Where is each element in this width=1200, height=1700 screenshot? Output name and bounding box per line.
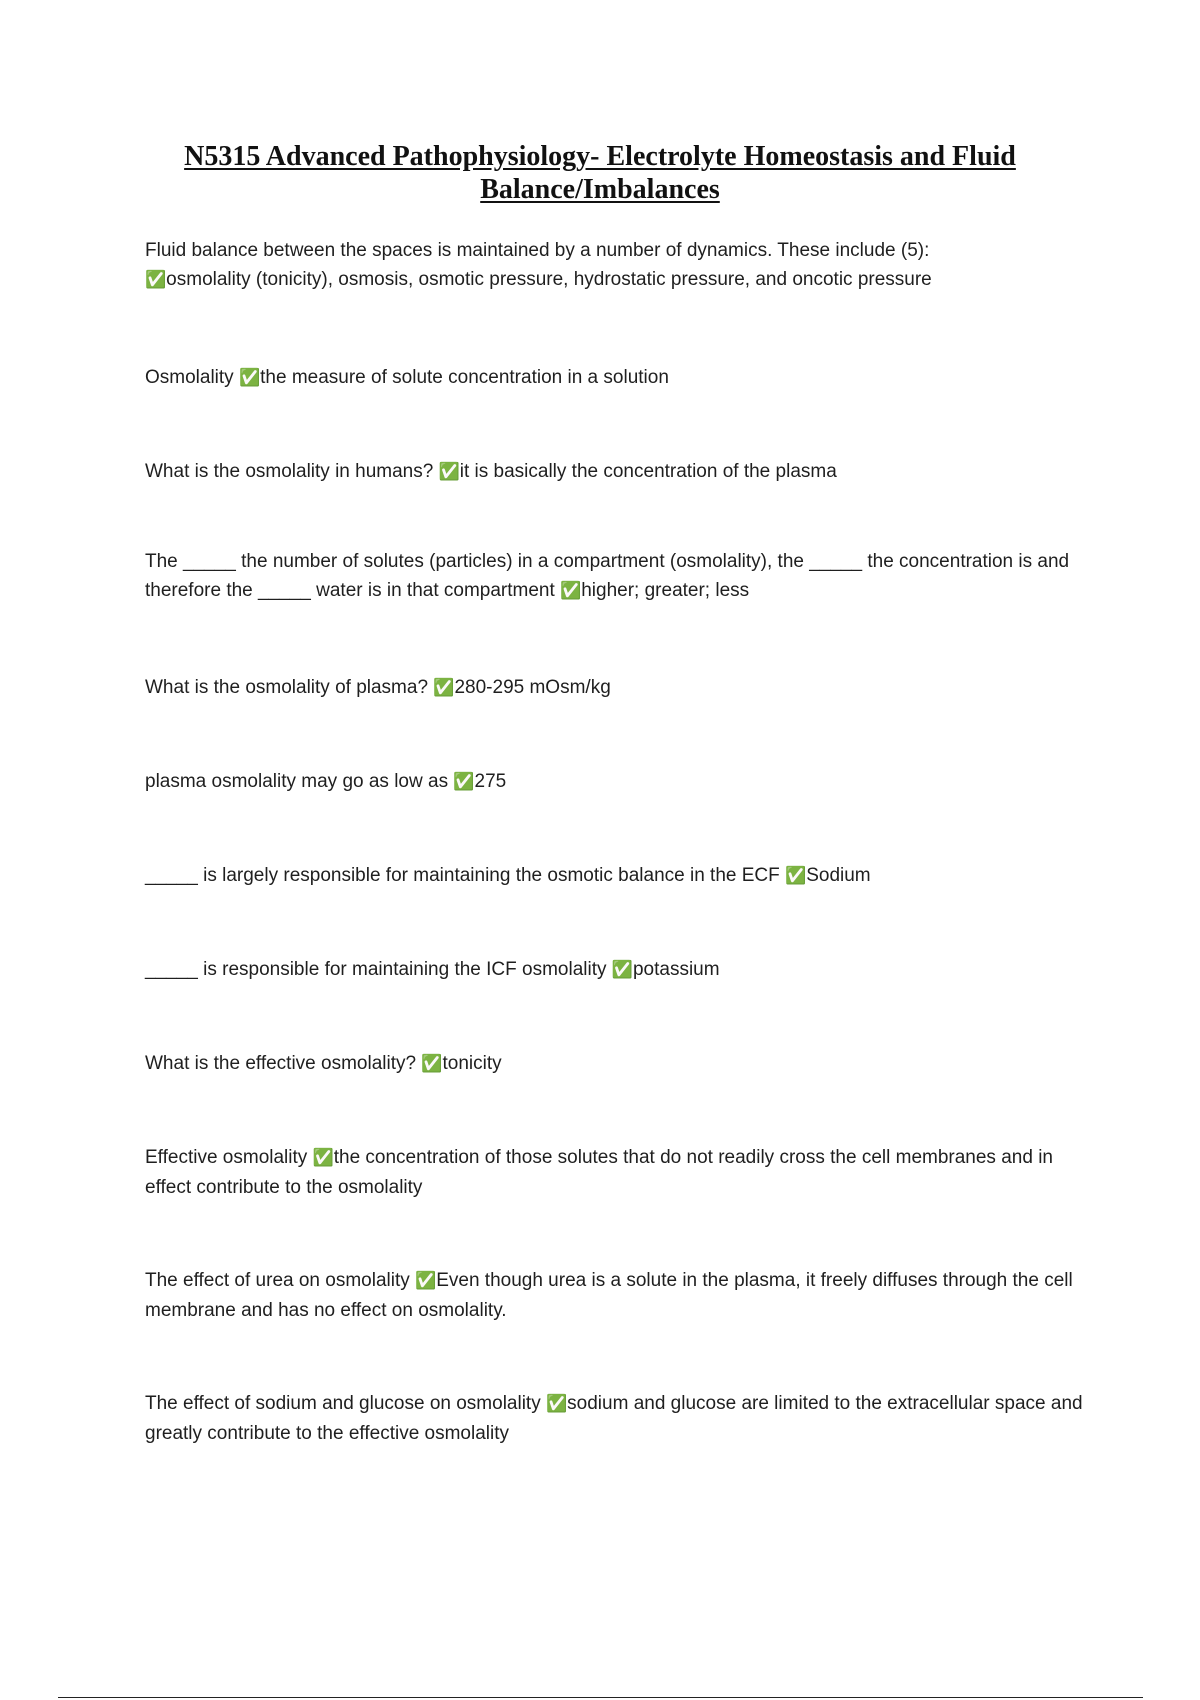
check-icon: ✅ [546, 1394, 568, 1414]
answer-text: potassium [632, 959, 720, 980]
check-icon: ✅ [785, 866, 807, 886]
qa-item-1 [145, 236, 1095, 295]
qa-item-6 [145, 767, 1095, 797]
qa-item-4 [145, 547, 1095, 606]
answer-text: 275 [474, 771, 507, 792]
question-text: The effect of urea on osmolality [145, 1270, 410, 1291]
qa-item-3 [145, 457, 1095, 487]
check-icon: ✅ [611, 960, 633, 980]
question-text: What is the osmolality of plasma? [145, 677, 429, 698]
qa-item-7 [145, 861, 1095, 891]
question-text: Effective osmolality [145, 1147, 308, 1168]
check-icon: ✅ [453, 772, 475, 792]
check-icon: ✅ [415, 1271, 437, 1291]
answer-text: Sodium [806, 865, 871, 886]
question-text: What is the effective osmolality? [145, 1053, 417, 1074]
qa-item-8 [145, 955, 1095, 985]
question-text: plasma osmolality may go as low as [145, 771, 449, 792]
answer-text: the measure of solute concentration in a solution [260, 367, 669, 388]
answer-text: higher; greater; less [581, 580, 750, 601]
check-icon: ✅ [433, 678, 455, 698]
answer-text: Even though urea is a solute in the plasma, it freely diffuses through the cell membrane and has no effect on osmolality. [145, 1270, 1073, 1321]
check-icon: ✅ [560, 581, 582, 601]
qa-item-2 [145, 363, 1095, 393]
answer-text: it is basically the concentration of the plasma [459, 461, 837, 482]
question-text: _____ is largely responsible for maintaining the osmotic balance in the ECF [145, 865, 780, 886]
check-icon: ✅ [438, 462, 460, 482]
answer-text: sodium and glucose are limited to the extracellular space and greatly contribute to the effective osmolality [145, 1393, 1083, 1444]
question-text: Fluid balance between the spaces is maintained by a number of dynamics. These include (5): [145, 240, 930, 261]
check-icon: ✅ [238, 368, 261, 388]
answer-text: the concentration of those solutes that do not readily cross the cell membranes and in effect contribute to the osmolality [145, 1147, 1053, 1198]
question-text: Osmolality [145, 367, 234, 388]
answer-text: 280-295 mOsm/kg [454, 677, 611, 698]
question-text: The effect of sodium and glucose on osmolality [145, 1393, 541, 1414]
qa-item-9 [145, 1049, 1095, 1079]
answer-text: osmolality (tonicity), osmosis, osmotic pressure, hydrostatic pressure, and oncotic pressure [166, 269, 932, 290]
question-text: The _____ the number of solutes (particles) in a compartment (osmolality), the _____ the concentration is and therefore the _____ water is in that compartment [145, 551, 1070, 601]
bottom-divider [58, 1697, 1143, 1698]
title-line-1: N5315 Advanced Pathophysiology- Electrolyte Homeostasis and Fluid [184, 141, 1016, 172]
answer-text: tonicity [442, 1053, 502, 1074]
question-text: What is the osmolality in humans? [145, 461, 434, 482]
qa-item-10 [145, 1143, 1095, 1202]
check-icon: ✅ [145, 270, 167, 290]
qa-item-12 [145, 1389, 1095, 1448]
qa-item-5 [145, 673, 1095, 703]
question-text: _____ is responsible for maintaining the ICF osmolality [145, 959, 607, 980]
check-icon: ✅ [312, 1148, 334, 1168]
qa-item-11 [145, 1266, 1095, 1325]
document-title [120, 140, 1080, 206]
check-icon: ✅ [421, 1054, 443, 1074]
title-line-2: Balance/Imbalances [480, 174, 720, 205]
